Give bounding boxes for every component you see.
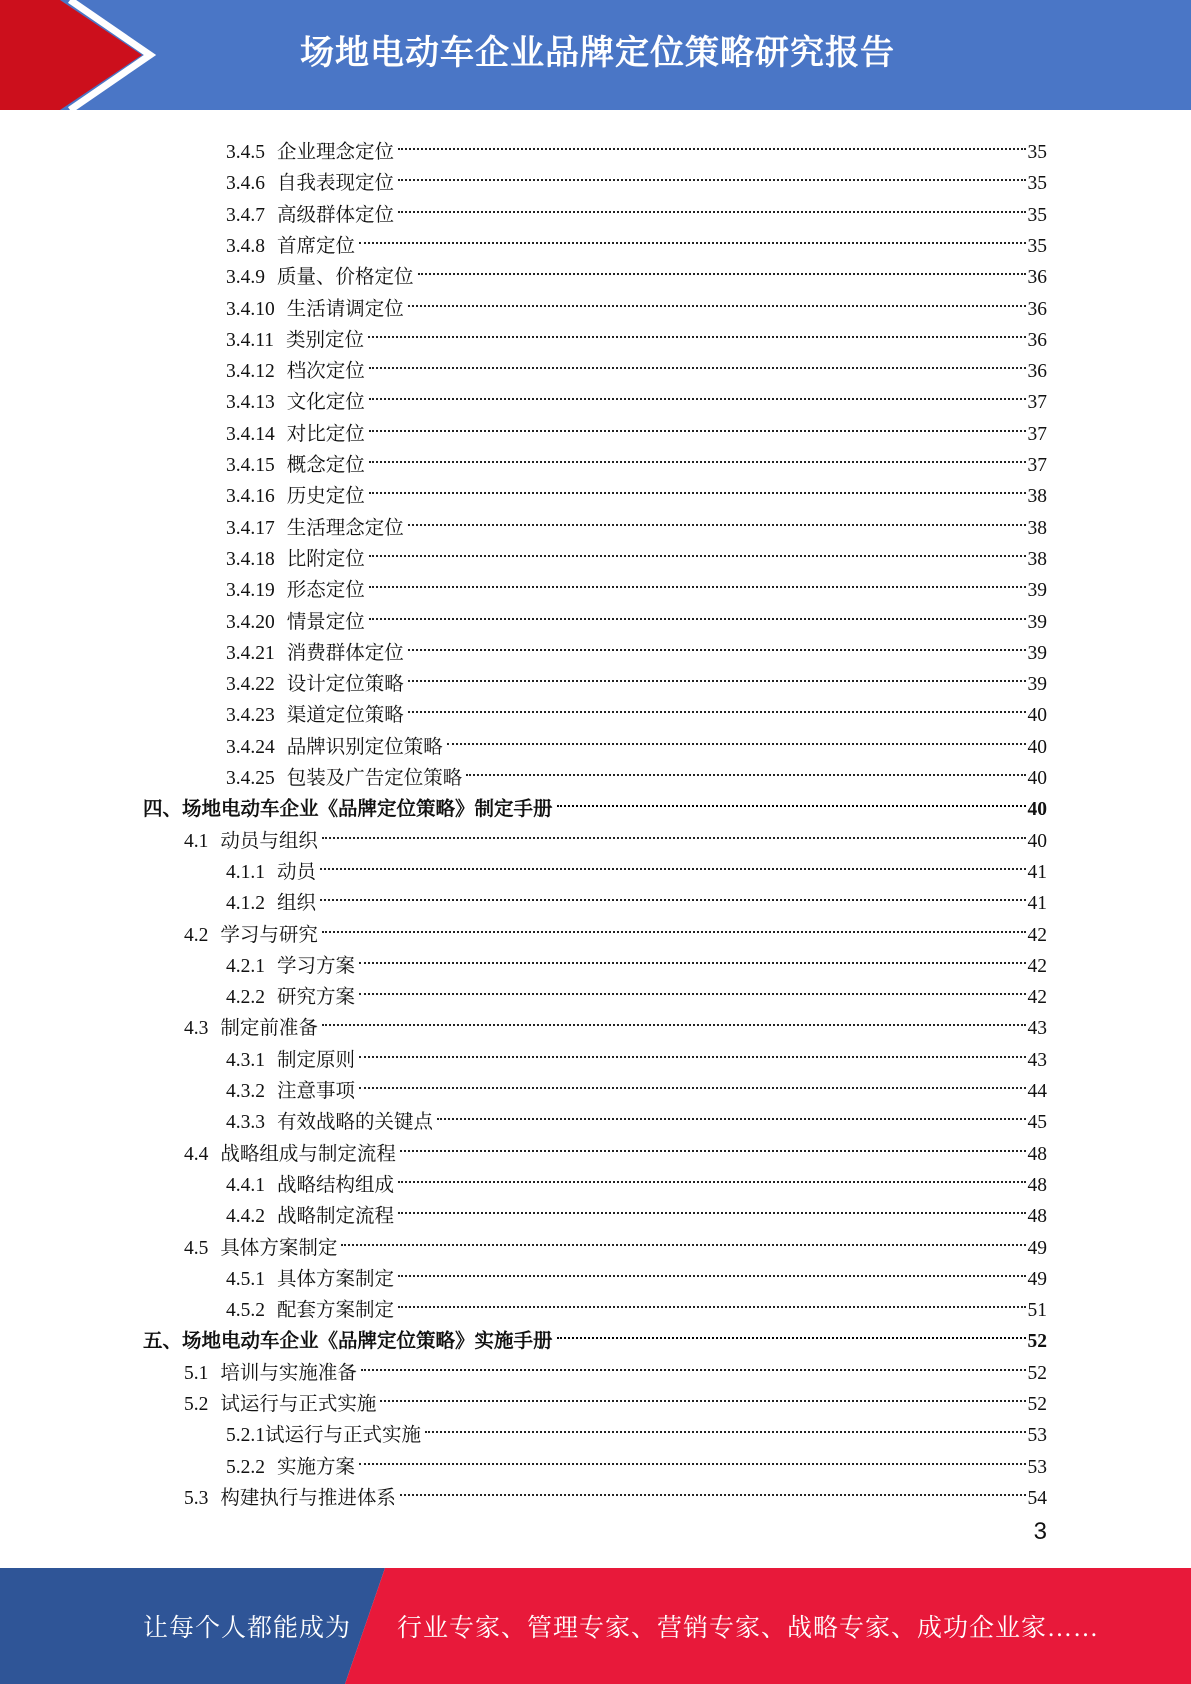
toc-entry-page: 36 xyxy=(1027,361,1047,383)
toc-entry-page: 35 xyxy=(1027,142,1047,163)
toc-entry-page: 41 xyxy=(1027,861,1047,883)
toc-entry[interactable] xyxy=(0,1410,1047,1447)
toc-entry[interactable] xyxy=(0,534,1047,570)
toc-entry-page: 42 xyxy=(1027,987,1047,1009)
toc-entry-number: 3.4.16 xyxy=(226,486,275,508)
toc-entry-title: 对比定位 xyxy=(286,423,365,445)
toc-entry[interactable] xyxy=(0,1254,1047,1290)
toc-entry-number: 3.4.18 xyxy=(226,548,275,570)
toc-entry-number: 4.4 xyxy=(184,1143,209,1165)
toc-entry-number: 4.4.1 xyxy=(226,1174,265,1196)
footer-slogan-left: 让每个人都能成为 xyxy=(143,1615,352,1642)
toc-dot-leader xyxy=(359,221,1025,252)
footer-slogan-right: 行业专家、管理专家、营销专家、战略专家、成功企业家…… xyxy=(397,1615,1100,1642)
toc-entry-title: 战略制定流程 xyxy=(277,1206,395,1228)
toc-entry-page: 48 xyxy=(1027,1174,1047,1196)
toc-entry[interactable] xyxy=(0,221,1047,257)
toc-entry-title: 自我表现定位 xyxy=(277,173,395,195)
toc-entry-page: 54 xyxy=(1027,1487,1047,1509)
toc-entry[interactable] xyxy=(0,1191,1047,1228)
toc-entry-title: 概念定位 xyxy=(286,455,365,476)
toc-dot-leader xyxy=(369,471,1026,502)
toc-entry-number: 4.5.2 xyxy=(226,1300,265,1322)
toc-entry-number: 5.2.2 xyxy=(226,1456,265,1478)
toc-entry-title: 具体方案制定 xyxy=(220,1237,338,1259)
toc-entry-page: 52 xyxy=(1027,1362,1047,1384)
toc-dot-leader xyxy=(369,409,1026,440)
toc-entry[interactable] xyxy=(0,878,1047,915)
toc-entry-number: 3.4.8 xyxy=(226,235,265,257)
toc-entry-page: 38 xyxy=(1027,548,1047,570)
toc-entry-number: 4.1 xyxy=(184,830,209,852)
toc-entry-title: 场地电动车企业《品牌定位策略》实施手册 xyxy=(182,1331,553,1353)
toc-entry-number: 3.4.9 xyxy=(226,267,265,289)
toc-entry[interactable] xyxy=(0,1066,1047,1102)
toc-dot-leader xyxy=(557,1316,1026,1347)
toc-entry-page: 45 xyxy=(1027,1112,1047,1134)
toc-entry-title: 战略组成与制定流程 xyxy=(220,1143,396,1165)
toc-entry[interactable] xyxy=(0,284,1047,320)
toc-entry-number: 4.3.3 xyxy=(226,1112,265,1134)
toc-entry-page: 39 xyxy=(1027,611,1047,633)
toc-entry-title: 动员与组织 xyxy=(220,830,318,852)
toc-entry-number: 4.2.1 xyxy=(226,955,265,977)
toc-entry-number: 3.4.14 xyxy=(226,423,275,445)
toc-dot-leader xyxy=(447,722,1026,753)
toc-entry-title: 注意事项 xyxy=(277,1081,356,1102)
toc-dot-leader xyxy=(398,190,1025,221)
toc-entry-title: 包装及广告定位策略 xyxy=(286,768,463,789)
toc-entry-page: 49 xyxy=(1027,1237,1047,1259)
toc-entry-title: 制定原则 xyxy=(277,1049,356,1071)
toc-entry-number: 3.4.13 xyxy=(226,392,275,414)
toc-entry-number: 4.3.2 xyxy=(226,1081,265,1102)
toc-dot-leader xyxy=(359,941,1025,972)
toc-entry[interactable] xyxy=(0,315,1047,351)
toc-entry-number: 3.4.25 xyxy=(226,768,275,789)
toc-entry-number: 5.3 xyxy=(184,1487,209,1509)
toc-dot-leader xyxy=(557,784,1026,815)
toc-entry-page: 36 xyxy=(1027,267,1047,289)
toc-entry-number: 5.1 xyxy=(184,1362,209,1384)
toc-entry-number: 3.4.23 xyxy=(226,705,275,727)
toc-entry-number: 4.3.1 xyxy=(226,1049,265,1071)
toc-entry-page: 37 xyxy=(1027,455,1047,476)
toc-entry-number: 4.2 xyxy=(184,924,209,946)
toc-entry-title: 企业理念定位 xyxy=(277,142,395,163)
toc-entry[interactable] xyxy=(0,346,1047,383)
toc-dot-leader xyxy=(369,377,1026,408)
toc-dot-leader xyxy=(398,127,1025,158)
toc-entry-page: 48 xyxy=(1027,1206,1047,1228)
toc-entry-page: 36 xyxy=(1027,329,1047,351)
toc-dot-leader xyxy=(398,1160,1025,1191)
toc-entry-page: 40 xyxy=(1027,705,1047,727)
toc-entry-number: 3.4.21 xyxy=(226,642,275,664)
toc-entry-title: 试运行与正式实施 xyxy=(220,1394,377,1415)
toc-dot-leader xyxy=(418,252,1026,283)
toc-entry-page: 43 xyxy=(1027,1018,1047,1040)
toc-entry-title: 动员 xyxy=(277,861,317,883)
toc-entry-page: 53 xyxy=(1027,1456,1047,1478)
toc-entry-page: 38 xyxy=(1027,517,1047,539)
toc-dot-leader xyxy=(369,597,1026,628)
toc-dot-leader xyxy=(380,1379,1025,1410)
toc-entry-title: 生活理念定位 xyxy=(286,517,404,539)
toc-entry-number: 3.4.20 xyxy=(226,611,275,633)
toc-dot-leader xyxy=(398,158,1025,189)
toc-entry-title: 文化定位 xyxy=(286,392,365,414)
toc-entry[interactable] xyxy=(0,597,1047,633)
toc-entry-page: 53 xyxy=(1027,1425,1047,1447)
toc-dot-leader xyxy=(359,1442,1025,1473)
toc-dot-leader xyxy=(408,503,1026,534)
toc-entry[interactable] xyxy=(0,910,1047,946)
toc-dot-leader xyxy=(322,910,1026,941)
toc-entry-title: 高级群体定位 xyxy=(277,204,395,226)
toc-entry[interactable] xyxy=(0,471,1047,508)
toc-entry-title: 学习与研究 xyxy=(220,924,318,946)
toc-dot-leader xyxy=(437,1097,1025,1128)
toc-entry[interactable] xyxy=(0,377,1047,414)
toc-dot-leader xyxy=(369,346,1026,377)
toc-entry-title: 构建执行与推进体系 xyxy=(220,1487,396,1509)
toc-entry-title: 有效战略的关键点 xyxy=(277,1112,434,1134)
toc-entry-page: 35 xyxy=(1027,173,1047,195)
toc-entry[interactable] xyxy=(0,659,1047,696)
toc-dot-leader xyxy=(369,534,1026,565)
toc-dot-leader xyxy=(400,1473,1026,1504)
toc-entry[interactable] xyxy=(0,1129,1047,1165)
toc-entry[interactable] xyxy=(0,1223,1047,1259)
toc-entry-title: 消费群体定位 xyxy=(286,642,404,664)
toc-entry-number: 五、 xyxy=(143,1331,183,1353)
toc-entry-title: 历史定位 xyxy=(286,486,365,508)
toc-entry-number: 3.4.5 xyxy=(226,142,265,163)
toc-dot-leader xyxy=(322,1003,1026,1034)
toc-entry-page: 49 xyxy=(1027,1268,1047,1290)
toc-entry[interactable] xyxy=(0,565,1047,602)
toc-entry-title: 情景定位 xyxy=(286,611,365,633)
toc-entry-title: 设计定位策略 xyxy=(286,674,404,696)
toc-entry-number: 4.2.2 xyxy=(226,987,265,1009)
toc-entry-number: 3.4.7 xyxy=(226,204,265,226)
toc-entry-title: 生活请调定位 xyxy=(286,298,404,320)
toc-entry[interactable] xyxy=(0,941,1047,977)
toc-dot-leader xyxy=(361,1348,1026,1379)
toc-entry-title: 渠道定位策略 xyxy=(286,705,404,727)
toc-entry-number: 3.4.11 xyxy=(226,329,275,351)
toc-entry-number: 4.3 xyxy=(184,1018,209,1040)
toc-entry-number: 5.2 xyxy=(184,1394,209,1415)
toc-entry-title: 质量、价格定位 xyxy=(277,267,414,289)
toc-dot-leader xyxy=(408,284,1026,315)
toc-entry-page: 35 xyxy=(1027,235,1047,257)
toc-entry[interactable] xyxy=(0,503,1047,539)
toc-entry-title: 品牌识别定位策略 xyxy=(286,736,443,758)
toc-entry-number: 3.4.19 xyxy=(226,580,275,602)
toc-entry-number: 4.1.2 xyxy=(226,893,265,915)
toc-dot-leader xyxy=(425,1410,1025,1441)
toc-entry-title: 组织 xyxy=(277,893,317,915)
toc-dot-leader xyxy=(400,1129,1026,1160)
toc-entry[interactable] xyxy=(0,1473,1047,1509)
toc-entry-title: 比附定位 xyxy=(286,548,365,570)
toc-entry-number: 4.4.2 xyxy=(226,1206,265,1228)
toc-entry[interactable] xyxy=(0,409,1047,445)
toc-entry-page: 42 xyxy=(1027,924,1047,946)
toc-entry[interactable] xyxy=(0,972,1047,1009)
toc-entry-number: 3.4.12 xyxy=(226,361,275,383)
toc-entry-page: 35 xyxy=(1027,204,1047,226)
toc-entry-number: 3.4.10 xyxy=(226,298,275,320)
toc-entry-title: 配套方案制定 xyxy=(277,1300,395,1322)
toc-entry-number: 3.4.24 xyxy=(226,736,275,758)
toc-dot-leader xyxy=(398,1285,1025,1316)
toc-dot-leader xyxy=(398,1191,1025,1222)
toc-entry-title: 研究方案 xyxy=(277,987,356,1009)
toc-entry-title: 档次定位 xyxy=(286,361,365,383)
toc-entry[interactable] xyxy=(0,784,1047,821)
toc-entry[interactable] xyxy=(0,628,1047,664)
toc-entry-number: 3.4.15 xyxy=(226,455,275,476)
toc-entry-title: 战略结构组成 xyxy=(277,1174,395,1196)
toc-entry[interactable] xyxy=(0,1442,1047,1478)
toc-entry-page: 40 xyxy=(1027,830,1047,852)
page-number: 3 xyxy=(1033,1518,1047,1545)
toc-entry[interactable] xyxy=(0,690,1047,727)
toc-entry-page: 52 xyxy=(1027,1394,1047,1415)
toc-entry-title: 培训与实施准备 xyxy=(220,1362,357,1384)
toc-entry-title: 制定前准备 xyxy=(220,1018,318,1040)
toc-entry-title: 类别定位 xyxy=(286,329,365,351)
toc-entry-page: 41 xyxy=(1027,893,1047,915)
toc-dot-leader xyxy=(359,972,1025,1003)
toc-dot-leader xyxy=(369,565,1026,596)
toc-dot-leader xyxy=(408,690,1026,721)
toc-entry-number: 四、 xyxy=(143,799,183,821)
toc-entry[interactable] xyxy=(0,1379,1047,1415)
toc-dot-leader xyxy=(398,1254,1025,1285)
footer-banner xyxy=(0,1568,1191,1684)
toc-entry-page: 39 xyxy=(1027,674,1047,696)
toc-entry[interactable] xyxy=(0,1035,1047,1071)
toc-entry-page: 52 xyxy=(1027,1331,1047,1353)
toc-dot-leader xyxy=(408,628,1026,659)
toc-entry-title: 学习方案 xyxy=(277,955,356,977)
toc-entry-number: 4.5.1 xyxy=(226,1268,265,1290)
toc-entry-page: 40 xyxy=(1027,799,1047,821)
toc-entry[interactable] xyxy=(0,1003,1047,1040)
toc-entry-page: 51 xyxy=(1027,1300,1047,1322)
toc-entry[interactable] xyxy=(0,816,1047,852)
toc-entry-title: 首席定位 xyxy=(277,235,356,257)
toc-entry-number: 3.4.6 xyxy=(226,173,265,195)
toc-dot-leader xyxy=(341,1223,1025,1254)
toc-entry[interactable] xyxy=(0,1160,1047,1196)
toc-entry[interactable] xyxy=(0,440,1047,476)
toc-dot-leader xyxy=(466,753,1025,784)
toc-entry-title: 场地电动车企业《品牌定位策略》制定手册 xyxy=(182,799,553,821)
toc-entry-number: 3.4.17 xyxy=(226,517,275,539)
toc-entry-page: 37 xyxy=(1027,392,1047,414)
toc-dot-leader xyxy=(320,847,1025,878)
header-banner xyxy=(0,0,1191,110)
toc-dot-leader xyxy=(320,878,1025,909)
toc-entry-page: 39 xyxy=(1027,580,1047,602)
toc-entry-title: 实施方案 xyxy=(277,1456,356,1478)
toc-entry[interactable] xyxy=(0,127,1047,163)
toc-entry[interactable] xyxy=(0,252,1047,289)
toc-entry-number: 4.1.1 xyxy=(226,861,265,883)
report-title: 场地电动车企业品牌定位策略研究报告 xyxy=(300,33,895,73)
toc-entry-page: 44 xyxy=(1027,1081,1047,1102)
toc-entry[interactable] xyxy=(0,1097,1047,1134)
toc-entry-page: 38 xyxy=(1027,486,1047,508)
toc-dot-leader xyxy=(408,659,1026,690)
toc-entry-page: 36 xyxy=(1027,298,1047,320)
toc-dot-leader xyxy=(359,1035,1025,1066)
toc-dot-leader xyxy=(368,315,1025,346)
toc-entry-title: 具体方案制定 xyxy=(277,1268,395,1290)
toc-entry[interactable] xyxy=(0,847,1047,883)
toc-entry-page: 39 xyxy=(1027,642,1047,664)
toc-entry-page: 42 xyxy=(1027,955,1047,977)
toc-entry-title: 试运行与正式实施 xyxy=(265,1425,422,1447)
toc-dot-leader xyxy=(369,440,1026,471)
toc-entry-number: 5.2.1 xyxy=(226,1425,265,1447)
toc-dot-leader xyxy=(359,1066,1025,1097)
toc-entry[interactable] xyxy=(0,190,1047,226)
toc-entry-page: 43 xyxy=(1027,1049,1047,1071)
toc-entry[interactable] xyxy=(0,722,1047,758)
toc-entry[interactable] xyxy=(0,158,1047,195)
toc-entry-number: 3.4.22 xyxy=(226,674,275,696)
toc-entry[interactable] xyxy=(0,1285,1047,1322)
toc-entry-page: 48 xyxy=(1027,1143,1047,1165)
toc-entry[interactable] xyxy=(0,1316,1047,1353)
toc-entry[interactable] xyxy=(0,1348,1047,1384)
toc-entry-page: 40 xyxy=(1027,768,1047,789)
toc-entry-title: 形态定位 xyxy=(286,580,365,602)
toc-dot-leader xyxy=(322,816,1026,847)
toc-entry[interactable] xyxy=(0,753,1047,789)
toc-entry-number: 4.5 xyxy=(184,1237,209,1259)
toc-entry-page: 37 xyxy=(1027,423,1047,445)
toc-entry-page: 40 xyxy=(1027,736,1047,758)
